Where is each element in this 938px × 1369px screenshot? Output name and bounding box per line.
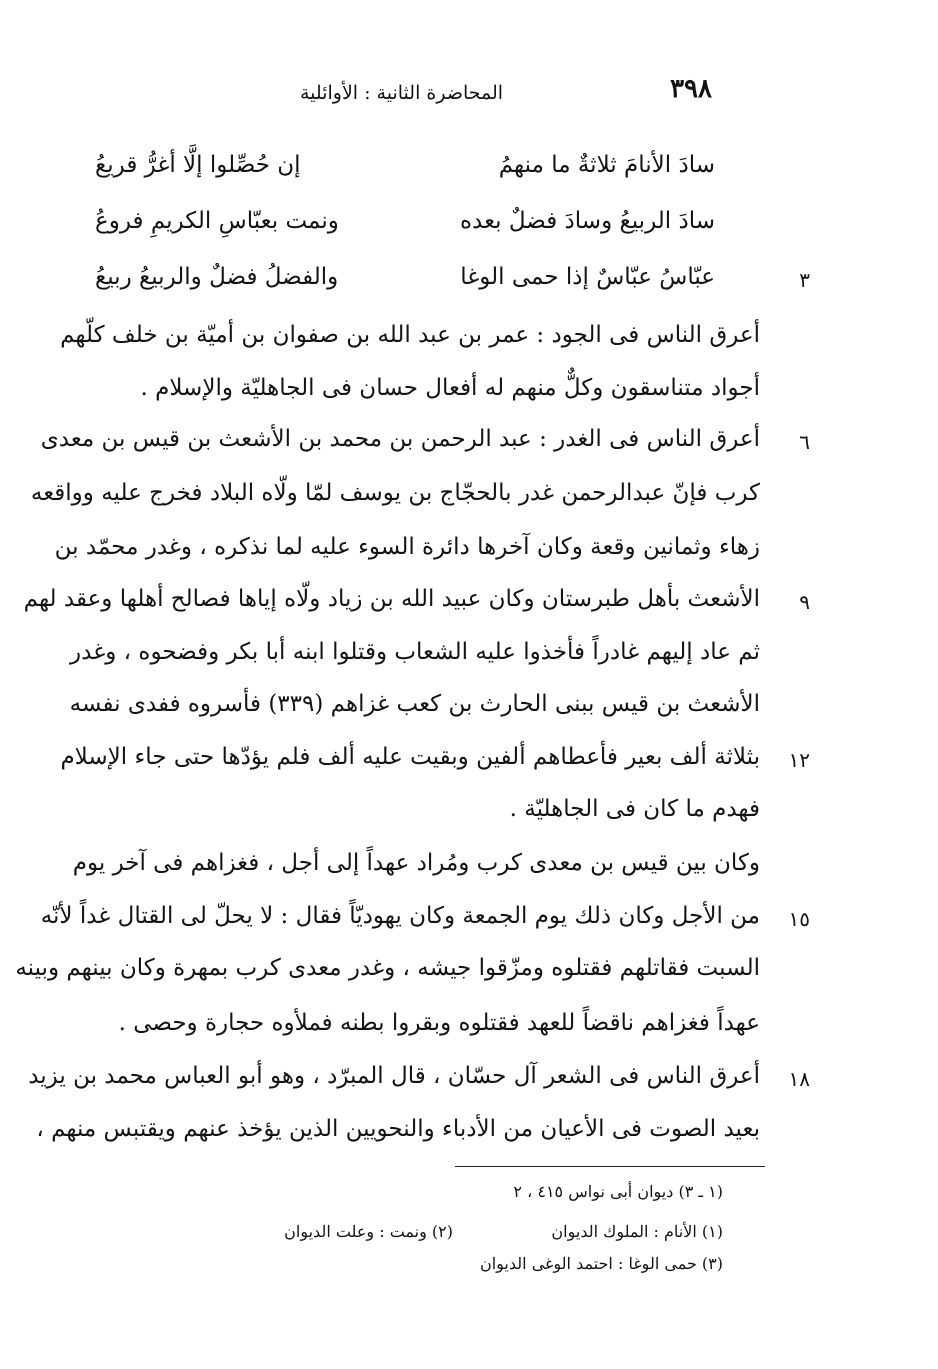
text-line: الأشعث بأهل طبرستان وكان عبيد الله بن زياد ولّاه إياها فصالح أهلها وعقد لهم [23,586,760,612]
text-line: زهاء وثمانين وقعة وكان آخرها دائرة السوء عليه لما نذكره ، وغدر محمّد بن [54,534,760,560]
text-line: من الأجل وكان ذلك يوم الجمعة وكان يهوديّاً فقال : لا يحلّ لى القتال غداً لأنّه [40,903,760,929]
footnote-3: (٣) حمى الوغا : احتمد الوغى الديوان [479,1254,723,1273]
verse-hemistich-second: ونمت بعبّاسِ الكريمِ فروعُ [95,208,339,234]
text-line: وكان بين قيس بن معدى كرب ومُراد عهداً إلى أجل ، فغزاهم فى آخر يوم [72,850,760,876]
page-number: ٣٩٨ [670,74,712,104]
verse-2 [95,208,715,248]
text-line: أعرق الناس فى الشعر آل حسّان ، قال المبرّد ، وهو أبو العباس محمد بن يزيد [28,1063,760,1089]
text-line: أجواد متناسقون وكلٌّ منهم له أفعال حسان فى الجاهليّة والإسلام . [140,375,760,401]
text-line: أعرق الناس فى الغدر : عبد الرحمن بن محمد بن الأشعث بن قيس بن معدى [40,426,760,452]
text-line: السبت فقاتلهم فقتلوه ومزّقوا جيشه ، وغدر معدى كرب بمهرة وكان بينهم وبينه [15,955,760,981]
verse-3 [95,264,715,304]
footnote-separator [455,1166,765,1167]
text-line: بثلاثة ألف بعير فأعطاهم ألفين وبقيت عليه ألف فلم يؤدّها حتى جاء الإسلام [60,744,760,770]
line-number: ٦ [799,430,810,454]
line-number: ١٨ [788,1067,810,1091]
footnote-1: (١) الأنام : الملوك الديوان [551,1222,723,1241]
line-number: ١٢ [788,748,810,772]
verse-hemistich-first: عبّاسُ عبّاسٌ إذا حمى الوغا [460,264,715,290]
verse-1 [95,152,715,192]
verse-hemistich-first: سادَ الربيعُ وسادَ فضلٌ بعده [459,208,715,234]
line-number: ٩ [799,590,810,614]
footnote-source: (١ ـ ٣) ديوان أبى نواس ٤١٥ ، ٢ [513,1182,723,1201]
footnote-2: (٢) ونمت : وعلت الديوان [284,1222,453,1241]
text-line: ثم عاد إليهم غادراً فأخذوا عليه الشعاب وقتلوا ابنه أبا بكر وفضحوه ، وغدر [70,639,760,665]
text-line: بعيد الصوت فى الأعيان من الأدباء والنحويين الذين يؤخذ عنهم ويقتبس منهم ، [36,1116,760,1142]
verse-hemistich-first: سادَ الأنامَ ثلاثةٌ ما منهمُ [498,152,715,178]
text-line: أعرق الناس فى الجود : عمر بن عبد الله بن صفوان بن أميّة بن خلف كلّهم [60,322,760,348]
running-title: المحاضرة الثانية : الأوائلية [300,82,504,104]
text-line: كرب فإنّ عبدالرحمن غدر بالحجّاج بن يوسف لمّا ولّاه البلاد فخرج عليه وواقعه [30,480,760,506]
text-line: فهدم ما كان فى الجاهليّة . [509,796,760,822]
line-number: ١٥ [788,907,810,931]
text-line: الأشعث بن قيس ببنى الحارث بن كعب غزاهم (٣٣٩) فأسروه ففدى نفسه [69,691,760,717]
line-number: ٣ [799,268,810,292]
verse-hemistich-second: إن حُصِّلوا إلَّا أغرُّ قريعُ [95,152,301,178]
text-line: عهداً فغزاهم ناقضاً للعهد فقتلوه وبقروا بطنه فملأوه حجارة وحصى . [118,1010,760,1036]
verse-hemistich-second: والفضلُ فضلٌ والربيعُ ربيعُ [95,264,339,290]
